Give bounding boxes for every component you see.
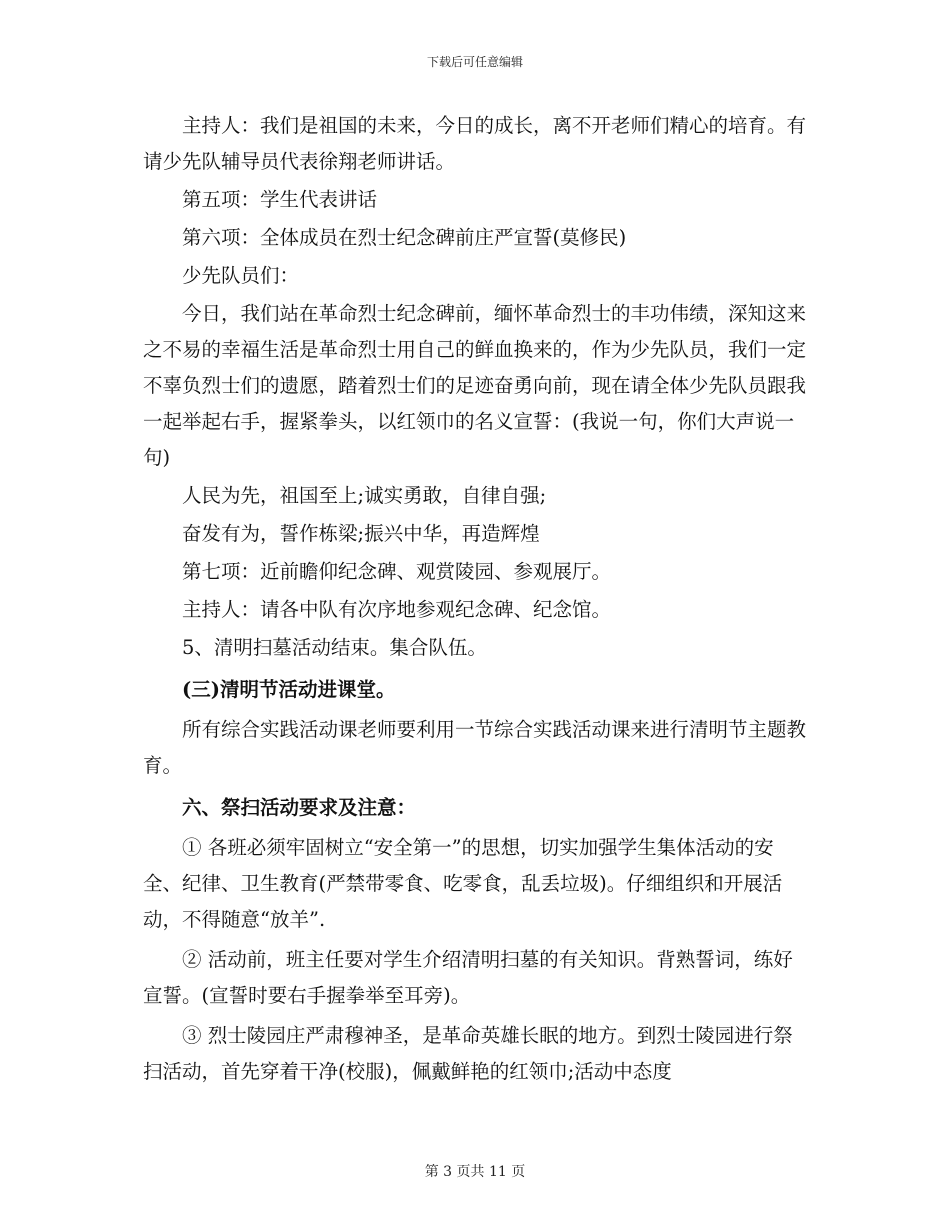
paragraph-classroom: 所有综合实践活动课老师要利用一节综合实践活动课来进行清明节主题教育。 — [143, 718, 807, 777]
section-heading-requirements: 六、祭扫活动要求及注意： — [182, 796, 417, 819]
paragraph-requirement-2: ② 活动前，班主任要对学生介绍清明扫墓的有关知识。背熟誓词，练好宣誓。(宣誓时要右手握拳举至耳旁)。 — [143, 948, 793, 1007]
paragraph-host-instruction: 主持人：请各中队有次序地参观纪念碑、纪念馆。 — [182, 598, 612, 621]
paragraph-oath-line-1: 人民为先，祖国至上;诚实勇敢，自律自强; — [182, 484, 547, 507]
paragraph-item-7: 第七项：近前瞻仰纪念碑、观赏陵园、参观展厅。 — [182, 560, 612, 583]
paragraph-requirement-3: ③ 烈士陵园庄严肃穆神圣，是革命英雄长眠的地方。到烈士陵园进行祭扫活动，首先穿着干净(校服)，佩戴鲜艳的红领巾;活动中态度 — [143, 1024, 793, 1083]
paragraph-host-speech: 主持人：我们是祖国的未来，今日的成长，离不开老师们精心的培育。有请少先队辅导员代表徐翔老师讲话。 — [143, 114, 807, 173]
paragraph-oath-line-2: 奋发有为，誓作栋梁;振兴中华，再造辉煌 — [182, 522, 540, 545]
paragraph-greeting: 少先队员们： — [182, 264, 300, 287]
paragraph-oath-intro: 今日，我们站在革命烈士纪念碑前，缅怀革命烈士的丰功伟绩，深知这来之不易的幸福生活是革命烈士用自己的鲜血换来的，作为少先队员，我们一定不辜负烈士们的遗愿，踏着烈士们的足迹奋勇向前，现在请全体少先队员跟我一起举起右手，握紧拳头，以红领巾的名义宣誓：(我说一句，你们大声说一句) — [143, 302, 807, 469]
paragraph-requirement-1: ① 各班必须牢固树立“安全第一”的思想，切实加强学生集体活动的安全、纪律、卫生教育(严禁带零食、吃零食，乱丢垃圾)。仔细组织和开展活动，不得随意“放羊”. — [143, 836, 783, 931]
page-number: 第 3 页共 11 页 — [424, 1164, 526, 1180]
page-header: 下载后可任意编辑 — [426, 55, 523, 69]
document-body — [143, 108, 807, 1090]
paragraph-item-6: 第六项：全体成员在烈士纪念碑前庄严宣誓(莫修民) — [182, 226, 627, 249]
paragraph-item-5: 第五项：学生代表讲话 — [182, 188, 378, 211]
section-heading-classroom: (三)清明节活动进课堂。 — [182, 678, 396, 701]
paragraph-activity-end: 5、清明扫墓活动结束。集合队伍。 — [182, 636, 487, 659]
